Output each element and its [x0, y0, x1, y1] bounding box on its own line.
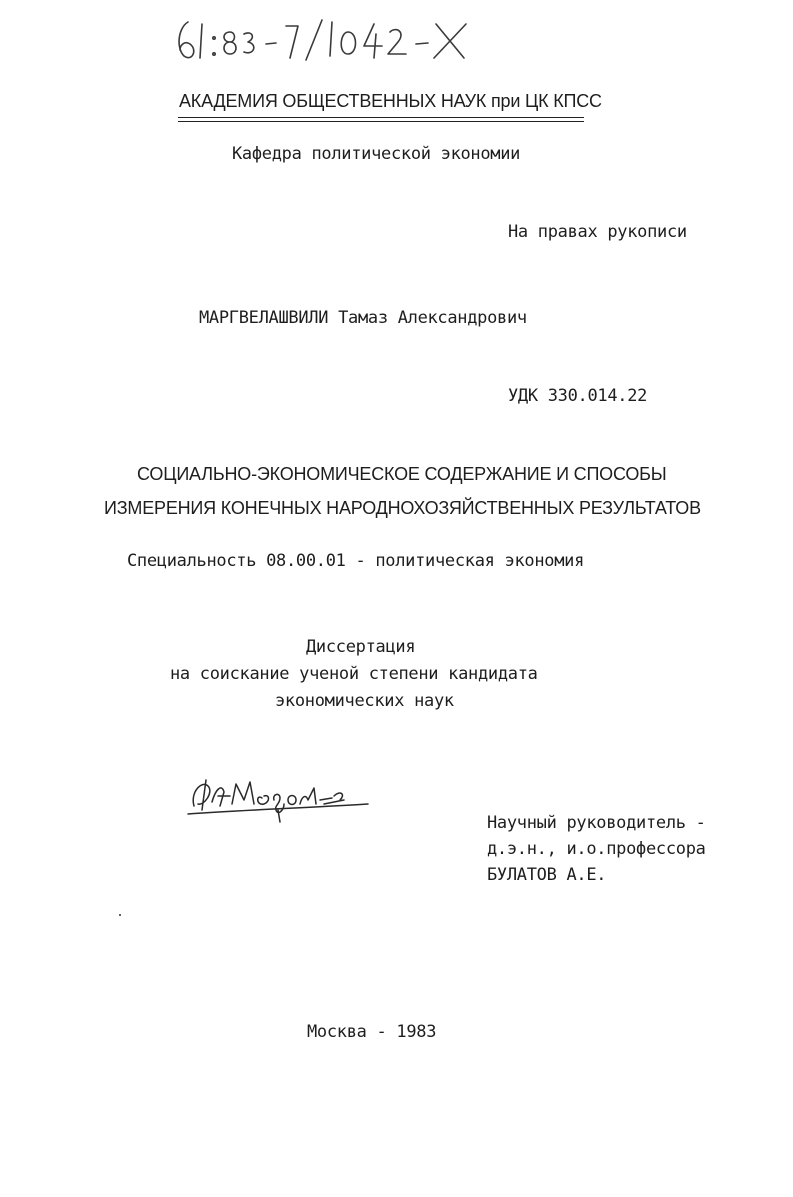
supervisor-role: Научный руководитель -: [487, 813, 706, 833]
supervisor-degree: д.э.н., и.о.профессора: [487, 839, 706, 859]
header-rule-top: [178, 117, 584, 118]
author-signature: [184, 770, 374, 826]
dissertation-label: Диссертация: [306, 637, 416, 657]
rights-note: На правах рукописи: [508, 222, 687, 242]
department-name: Кафедра политической экономии: [232, 144, 521, 164]
header-rule-bottom: [178, 121, 584, 122]
title-line-2: ИЗМЕРЕНИЯ КОНЕЧНЫХ НАРОДНОХОЗЯЙСТВЕННЫХ РЕЗУЛЬТАТОВ: [104, 498, 701, 518]
paper-speck: [119, 914, 121, 916]
field-line: экономических наук: [275, 691, 454, 711]
handwritten-archive-number: [172, 10, 512, 66]
author-name: МАРГВЕЛАШВИЛИ Тамаз Александрович: [199, 308, 527, 328]
degree-line: на соискание ученой степени кандидата: [170, 664, 538, 684]
udc-code: УДК 330.014.22: [508, 386, 648, 406]
supervisor-name: БУЛАТОВ А.Е.: [487, 865, 607, 885]
city-year: Москва - 1983: [307, 1022, 437, 1042]
title-line-1: СОЦИАЛЬНО-ЭКОНОМИЧЕСКОЕ СОДЕРЖАНИЕ И СПОСОБЫ: [137, 464, 667, 484]
specialty: Специальность 08.00.01 - политическая экономия: [127, 551, 585, 571]
institution-name: АКАДЕМИЯ ОБЩЕСТВЕННЫХ НАУК при ЦК КПСС: [179, 91, 602, 111]
